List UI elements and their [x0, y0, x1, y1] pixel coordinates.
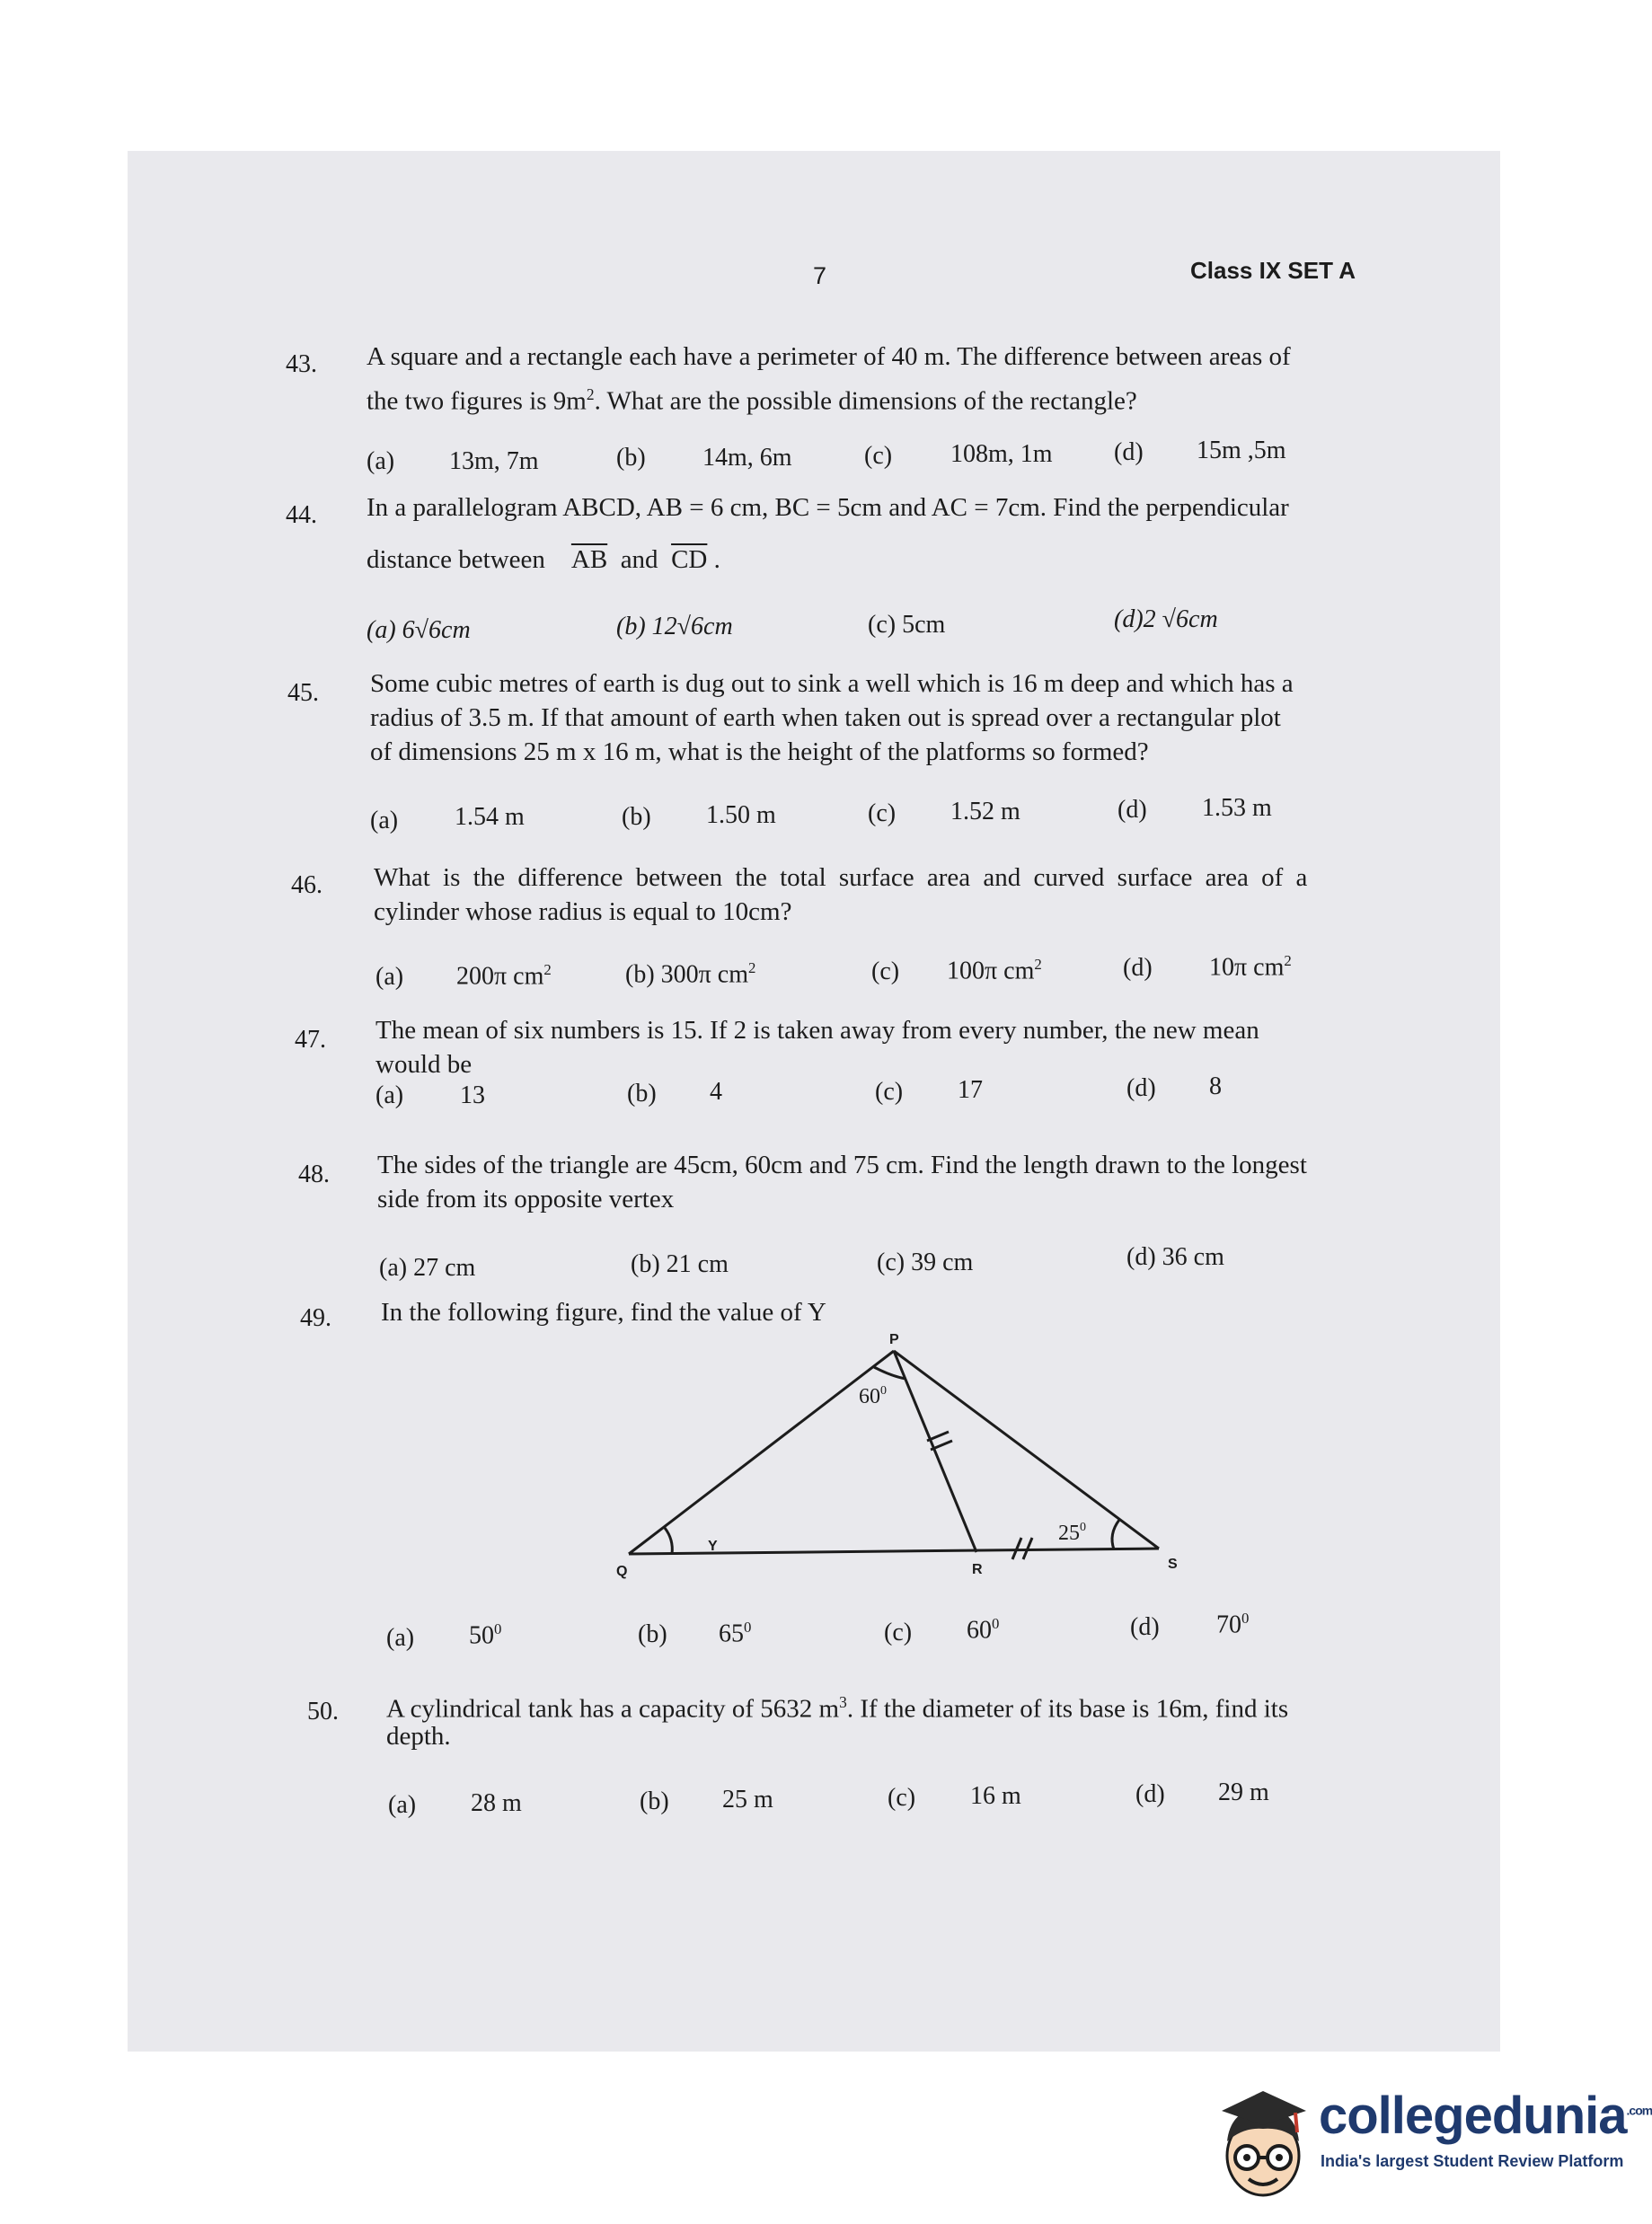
q47-option-d: 8 [1209, 1072, 1222, 1100]
q46-option-c: 100π $cm^2$ [947, 956, 1042, 985]
q47-option-c-tag: (c) [875, 1078, 904, 1106]
scanned-page [128, 151, 1500, 2052]
q47-option-d-tag: (d) [1126, 1074, 1156, 1102]
q47-option-b-tag: (b) [627, 1080, 657, 1108]
q45-option-a-tag: (a) [370, 807, 399, 834]
q43-option-c: 108m, 1m [950, 440, 1053, 468]
q50-option-b: 25 m [722, 1786, 773, 1814]
question-50-line-1: A cylindrical tank has a capacity of 5632 $m^3$. If the diameter of its base is 16m, find its [386, 1693, 1289, 1724]
q43-option-a: 13m, 7m [449, 447, 539, 475]
question-45-line-1: Some cubic metres of earth is dug out to sink a well which is 16 m deep and which has a [370, 669, 1294, 698]
q47-option-c: 17 [958, 1076, 983, 1104]
mascot-icon [1213, 2084, 1313, 2206]
question-43-number: 43. [286, 350, 317, 378]
tick-mark [1012, 1538, 1021, 1559]
q43-option-a-tag: (a) [367, 447, 395, 475]
q50-option-c: 16 m [970, 1782, 1021, 1810]
q44-option-a: (a) 6√6cm [367, 616, 471, 644]
q45-option-c-tag: (c) [868, 799, 897, 827]
q49-option-c: $60^0$ [967, 1615, 1000, 1645]
question-47-line-1: The mean of six numbers is 15. If 2 is taken away from every number, the new mean [375, 1016, 1259, 1045]
question-44-number: 44. [286, 501, 317, 529]
question-48-line-2: side from its opposite vertex [377, 1185, 675, 1213]
q49-option-b-tag: (b) [638, 1620, 667, 1648]
q50-option-b-tag: (b) [640, 1787, 669, 1815]
q45-option-c: 1.52 m [950, 798, 1020, 825]
q50-option-a-tag: (a) [388, 1791, 417, 1819]
question-50-number: 50. [307, 1698, 339, 1725]
question-46-line-1: What is the difference between the total surface area and curved surface area of a [374, 863, 1308, 892]
angle-y-arc [665, 1528, 672, 1554]
question-49-number: 49. [300, 1304, 331, 1332]
q48-option-b: (b) 21 cm [631, 1250, 729, 1278]
logo-tagline: India's largest Student Review Platform [1321, 2152, 1624, 2170]
q49-option-a-tag: (a) [386, 1624, 415, 1652]
triangle-figure [584, 1329, 1195, 1581]
q46-option-a-tag: (a) [375, 963, 404, 991]
question-48-line-1: The sides of the triangle are 45cm, 60cm and 75 cm. Find the length drawn to the longest [377, 1151, 1307, 1179]
question-44-line-1: In a parallelogram ABCD, AB = 6 cm, BC = 5cm and AC = 7cm. Find the perpendicular [367, 493, 1289, 522]
q49-option-b: $65^0$ [719, 1619, 752, 1648]
q50-option-a: 28 m [471, 1789, 522, 1817]
q46-option-a: 200π $cm^2$ [456, 961, 552, 991]
q49-option-d: $70^0$ [1216, 1610, 1250, 1639]
q44-option-b: (b) 12√6cm [616, 613, 733, 640]
question-45-line-3: of dimensions 25 m x 16 m, what is the height of the platforms so formed? [370, 737, 1149, 766]
angle-p-label: $60^0$ [859, 1384, 887, 1408]
side-pq [629, 1351, 894, 1554]
question-49-line-1: In the following figure, find the value of Y [381, 1298, 826, 1327]
q45-option-b: 1.50 m [706, 801, 776, 829]
q43-option-d: 15m ,5m [1197, 437, 1286, 464]
vertex-s-label: S [1168, 1557, 1178, 1572]
q45-option-b-tag: (b) [622, 803, 651, 831]
question-46-line-2: cylinder whose radius is equal to 10cm? [374, 897, 792, 926]
vertex-p-label: P [889, 1332, 899, 1347]
q47-option-b: 4 [710, 1078, 722, 1106]
angle-y-label: Y [708, 1539, 718, 1554]
q44-option-d: (d)2 √6cm [1114, 605, 1218, 633]
q48-option-a: (a) 27 cm [379, 1254, 476, 1282]
q46-option-d-tag: (d) [1123, 954, 1153, 982]
question-46-number: 46. [291, 871, 322, 899]
q48-option-c: (c) 39 cm [877, 1249, 974, 1276]
question-47-number: 47. [295, 1026, 326, 1054]
q48-option-d: (d) 36 cm [1126, 1243, 1224, 1271]
question-45-line-2: radius of 3.5 m. If that amount of earth when taken out is spread over a rectangular plot [370, 703, 1281, 732]
q49-option-d-tag: (d) [1130, 1613, 1160, 1641]
logo-brand: collegedunia$^{.com}$ [1319, 2087, 1652, 2145]
q49-option-a: $50^0$ [469, 1620, 502, 1650]
q50-option-d-tag: (d) [1135, 1780, 1165, 1808]
q45-option-d-tag: (d) [1118, 796, 1147, 824]
q44-option-c: (c) 5cm [868, 611, 946, 639]
set-label: Class IX SET A [1190, 257, 1356, 284]
vertex-q-label: Q [616, 1564, 628, 1579]
q45-option-d: 1.53 m [1202, 794, 1272, 822]
angle-s-label: $25^0$ [1058, 1521, 1086, 1545]
q47-option-a-tag: (a) [375, 1081, 404, 1109]
q43-option-c-tag: (c) [864, 442, 893, 470]
question-43-line-2: the two figures is $9m^2$. What are the possible dimensions of the rectangle? [367, 385, 1137, 416]
q47-option-a: 13 [460, 1081, 485, 1109]
q46-option-b: (b) 300π $cm^2$ [625, 959, 756, 989]
question-47-line-2: would be [375, 1050, 473, 1079]
question-48-number: 48. [298, 1161, 330, 1188]
q50-option-d: 29 m [1218, 1778, 1269, 1806]
q43-option-b: 14m, 6m [702, 444, 792, 472]
page-number: 7 [813, 262, 827, 289]
q46-option-c-tag: (c) [871, 958, 900, 985]
q46-option-d: 10π $cm^2$ [1209, 952, 1292, 982]
q43-option-d-tag: (d) [1114, 438, 1144, 466]
question-44-line-2: distance between $\overline{AB}$ and $\overline{CD}$ . [367, 545, 720, 574]
question-45-number: 45. [287, 679, 319, 707]
question-43-line-1: A square and a rectangle each have a perimeter of 40 m. The difference between areas of [367, 342, 1291, 371]
q45-option-a: 1.54 m [455, 803, 525, 831]
vertex-r-label: R [972, 1562, 983, 1577]
q50-option-c-tag: (c) [888, 1784, 916, 1812]
q49-option-c-tag: (c) [884, 1619, 913, 1646]
question-50-line-2: depth. [386, 1722, 451, 1751]
q43-option-b-tag: (b) [616, 444, 646, 472]
angle-s-arc [1112, 1520, 1119, 1549]
